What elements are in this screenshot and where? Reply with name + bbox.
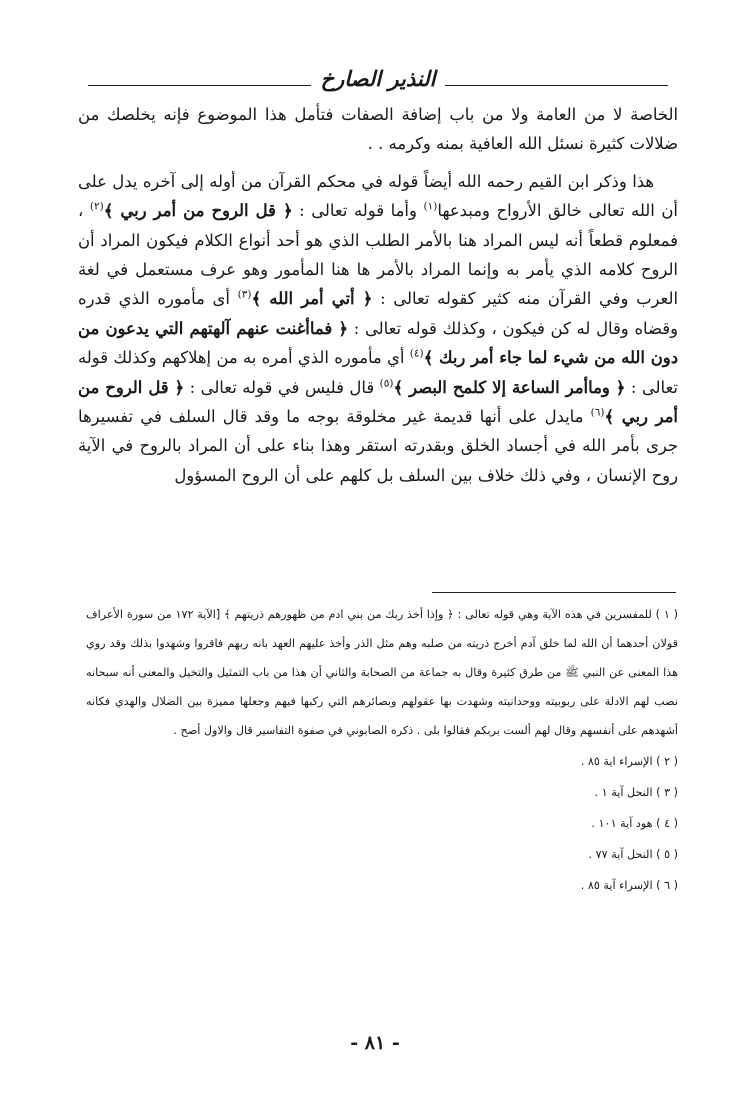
text-segment: قال فليس في قوله تعالى :	[184, 377, 380, 397]
quran-quote: ﴿ أتي أمر الله ﴾	[251, 289, 373, 309]
footnote-1: ( ١ ) للمفسرين في هذه الآية وهي قوله تعالى : ﴿ وإذا أخذ ربك من بني ادم من ظهورهم ذريتهم ﴾ [الآية ١٧٢ من سورة الأعراف قولان أحدهما أن الله لما خلق آدم أخرج ذريته من صلبه وهم مثل الذر وأخذ عليهم العهد بانه ربهم فاقروا وشهدوا بذلك وقد روي هذا المعنى عن النبي ﷺ من طرق كثيرة وقال به جماعة من الصحابة والثاني أن هذا من باب التمثيل والتخيل والمعنى أنه سبحانه نصب لهم الادلة على ربوبيته ووحدانيته وشهدت بها عقولهم وبصائرهم التي ركبها فيهم وجعلها مميزة بين الضلال والهدي فكانه أشهدهم على أنفسهم وقال لهم ألست بربكم فقالوا بلى . ذكره الصابوني في صفوة التفاسير قال والاول أصح .	[86, 608, 679, 737]
footnote-2: ( ٢ ) الإسراء اية ٨٥ .	[580, 755, 678, 768]
quran-quote: ﴿ فماأغنت عنهم آلهتهم التي يدعون من دون الله من شيء لما جاء أمر ربك ﴾	[78, 318, 679, 368]
footnote-4: ( ٤ ) هود آية ١٠١ .	[591, 817, 678, 830]
quran-quote: ﴿ وماأمر الساعة إلا كلمح البصر ﴾	[393, 377, 626, 397]
footnotes	[86, 600, 678, 900]
page-number: - ٨١ -	[350, 1032, 400, 1054]
footnote-separator	[432, 592, 676, 593]
main-text	[78, 100, 678, 490]
footnote-ref-6: (٦)	[590, 406, 605, 419]
footnote-ref-1: (١)	[423, 200, 438, 213]
footnote-6: ( ٦ ) الإسراء آية ٨٥ .	[580, 879, 678, 892]
header-title: النذير الصارخ	[320, 65, 436, 91]
text-segment: أي مأموره الذي أمره به من إهلاكهم وكذلك قوله تعالى :	[78, 348, 678, 397]
footnote-ref-3: (٣)	[237, 288, 252, 301]
footnote-3: ( ٣ ) النحل آية ١ .	[594, 786, 678, 799]
footnote-ref-2: (٢)	[89, 200, 104, 213]
footnote-ref-5: (٥)	[379, 377, 394, 390]
quran-quote: ﴿ قل الروح من أمر ربي ﴾	[78, 377, 678, 427]
running-header	[88, 58, 668, 98]
text-segment: ، فمعلوم قطعاً أنه ليس المراد هنا بالأمر الطلب الذي هو أحد أنواع الكلام فيكون المراد أن الروح كلامه الذي يأمر به وإنما المراد بالأمر ها هنا المأمور وهو عرف مستعمل في لغة العرب وفي القرآن منه كثير كقوله تعالى :	[78, 201, 679, 309]
footnote-ref-4: (٤)	[409, 347, 424, 360]
text-segment: أى مأموره الذي قدره وقضاه وقال له كن فيكون ، وكذلك قوله تعالى :	[78, 289, 678, 338]
footnote-5: ( ٥ ) النحل آية ٧٧ .	[588, 848, 678, 861]
text-segment: هذا وذكر ابن القيم رحمه الله أيضاً قوله في محكم القرآن من أوله إلى آخره يدل على أن الله تعالى خالق الأرواح ومبدعها	[78, 171, 678, 221]
paragraph-2	[78, 167, 678, 490]
quran-quote: ﴿ قل الروح من أمر ربي ﴾	[103, 201, 293, 221]
paragraph-1: الخاصة لا من العامة ولا من باب إضافة الصفات فتأمل هذا الموضوع فإنه يخلصك من ضلالات كثيرة نسئل الله العافية بمنه وكرمه . .	[78, 105, 678, 154]
text-segment: وأما قوله تعالى :	[292, 201, 424, 221]
header-rule-right	[445, 85, 668, 86]
text-segment: مايدل على أنها قديمة غير مخلوقة بوجه ما وقد قال السلف في تفسيرها جرى بأمر الله في أجساد الخلق وبقدرته استقر وهذا بناء على أن المراد بالروح في الآية روح الإنسان ، وفي ذلك خلاف بين السلف بل كلهم على أن الروح المسؤول	[78, 407, 678, 485]
header-rule-left	[88, 85, 311, 86]
